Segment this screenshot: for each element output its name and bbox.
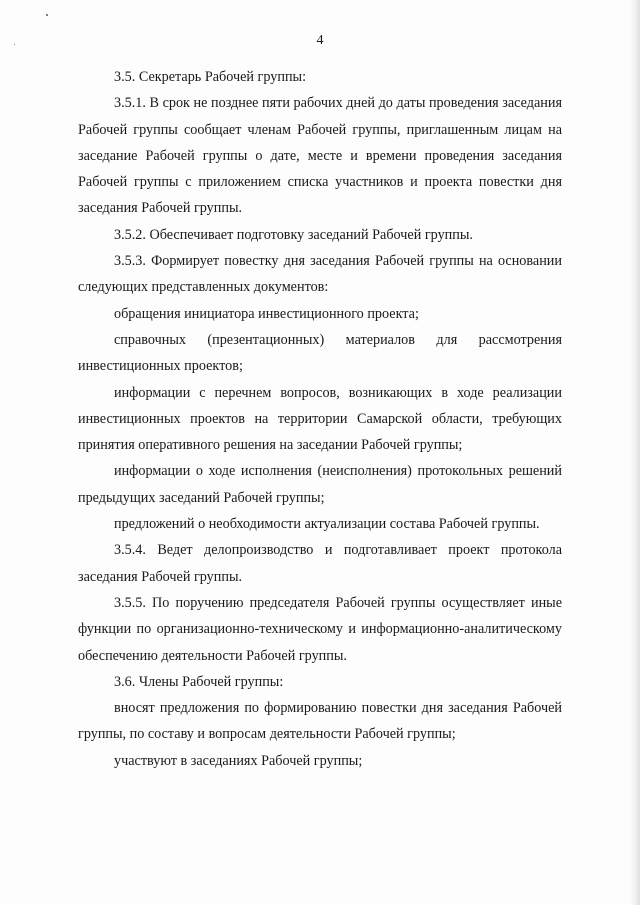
list-item-reference-materials: справочных (презентационных) материалов для рассмотрения инвестиционных проектов; [78,331,562,375]
list-item-meeting-participation: участвуют в заседаниях Рабочей группы; [114,752,363,769]
list-item-issues-info: информации с перечнем вопросов, возникающих в ходе реализации инвестиционных проектов на территории Самарской области, требующих принятия оперативного решения на заседании Рабочей группы; [78,384,562,454]
list-item-agenda-proposals: вносят предложения по формированию повестки дня заседания Рабочей группы, по составу и вопросам деятельности Рабочей группы; [78,700,562,743]
scan-speck [46,14,48,16]
paragraph-3-5-5: 3.5.5. По поручению председателя Рабочей группы осуществляет иные функции по организационно-техническому и информационно-аналитическому обеспечению деятельности Рабочей группы. [78,594,562,664]
paragraph-3-5-1: 3.5.1. В срок не позднее пяти рабочих дней до даты проведения заседания Рабочей группы сообщает членам Рабочей группы, приглашенным лицам на заседание Рабочей группы о дате, месте и времени проведения заседания Рабочей группы с приложением списка участников и проекта повестки дня заседания Рабочей группы. [78,95,562,217]
paragraph-3-5-3: 3.5.3. Формирует повестку дня заседания Рабочей группы на основании следующих представленных документов: [78,253,562,296]
paragraph-3-5-2: 3.5.2. Обеспечивает подготовку заседаний Рабочей группы. [114,226,473,243]
document-body [78,64,562,774]
list-item-initiator-appeal: обращения инициатора инвестиционного проекта; [114,305,419,322]
list-item-protocol-execution: информации о ходе исполнения (неисполнения) протокольных решений предыдущих заседаний Рабочей группы; [78,463,562,506]
page-number: 4 [316,33,324,48]
section-heading-3-5: 3.5. Секретарь Рабочей группы: [114,69,307,85]
section-heading-3-6: 3.6. Члены Рабочей группы: [114,673,284,690]
scan-edge-shadow [630,0,640,905]
paragraph-3-5-4: 3.5.4. Ведет делопроизводство и подготавливает проект протокола заседания Рабочей группы. [78,542,562,585]
list-item-composition-update: предложений о необходимости актуализации состава Рабочей группы. [114,516,540,533]
